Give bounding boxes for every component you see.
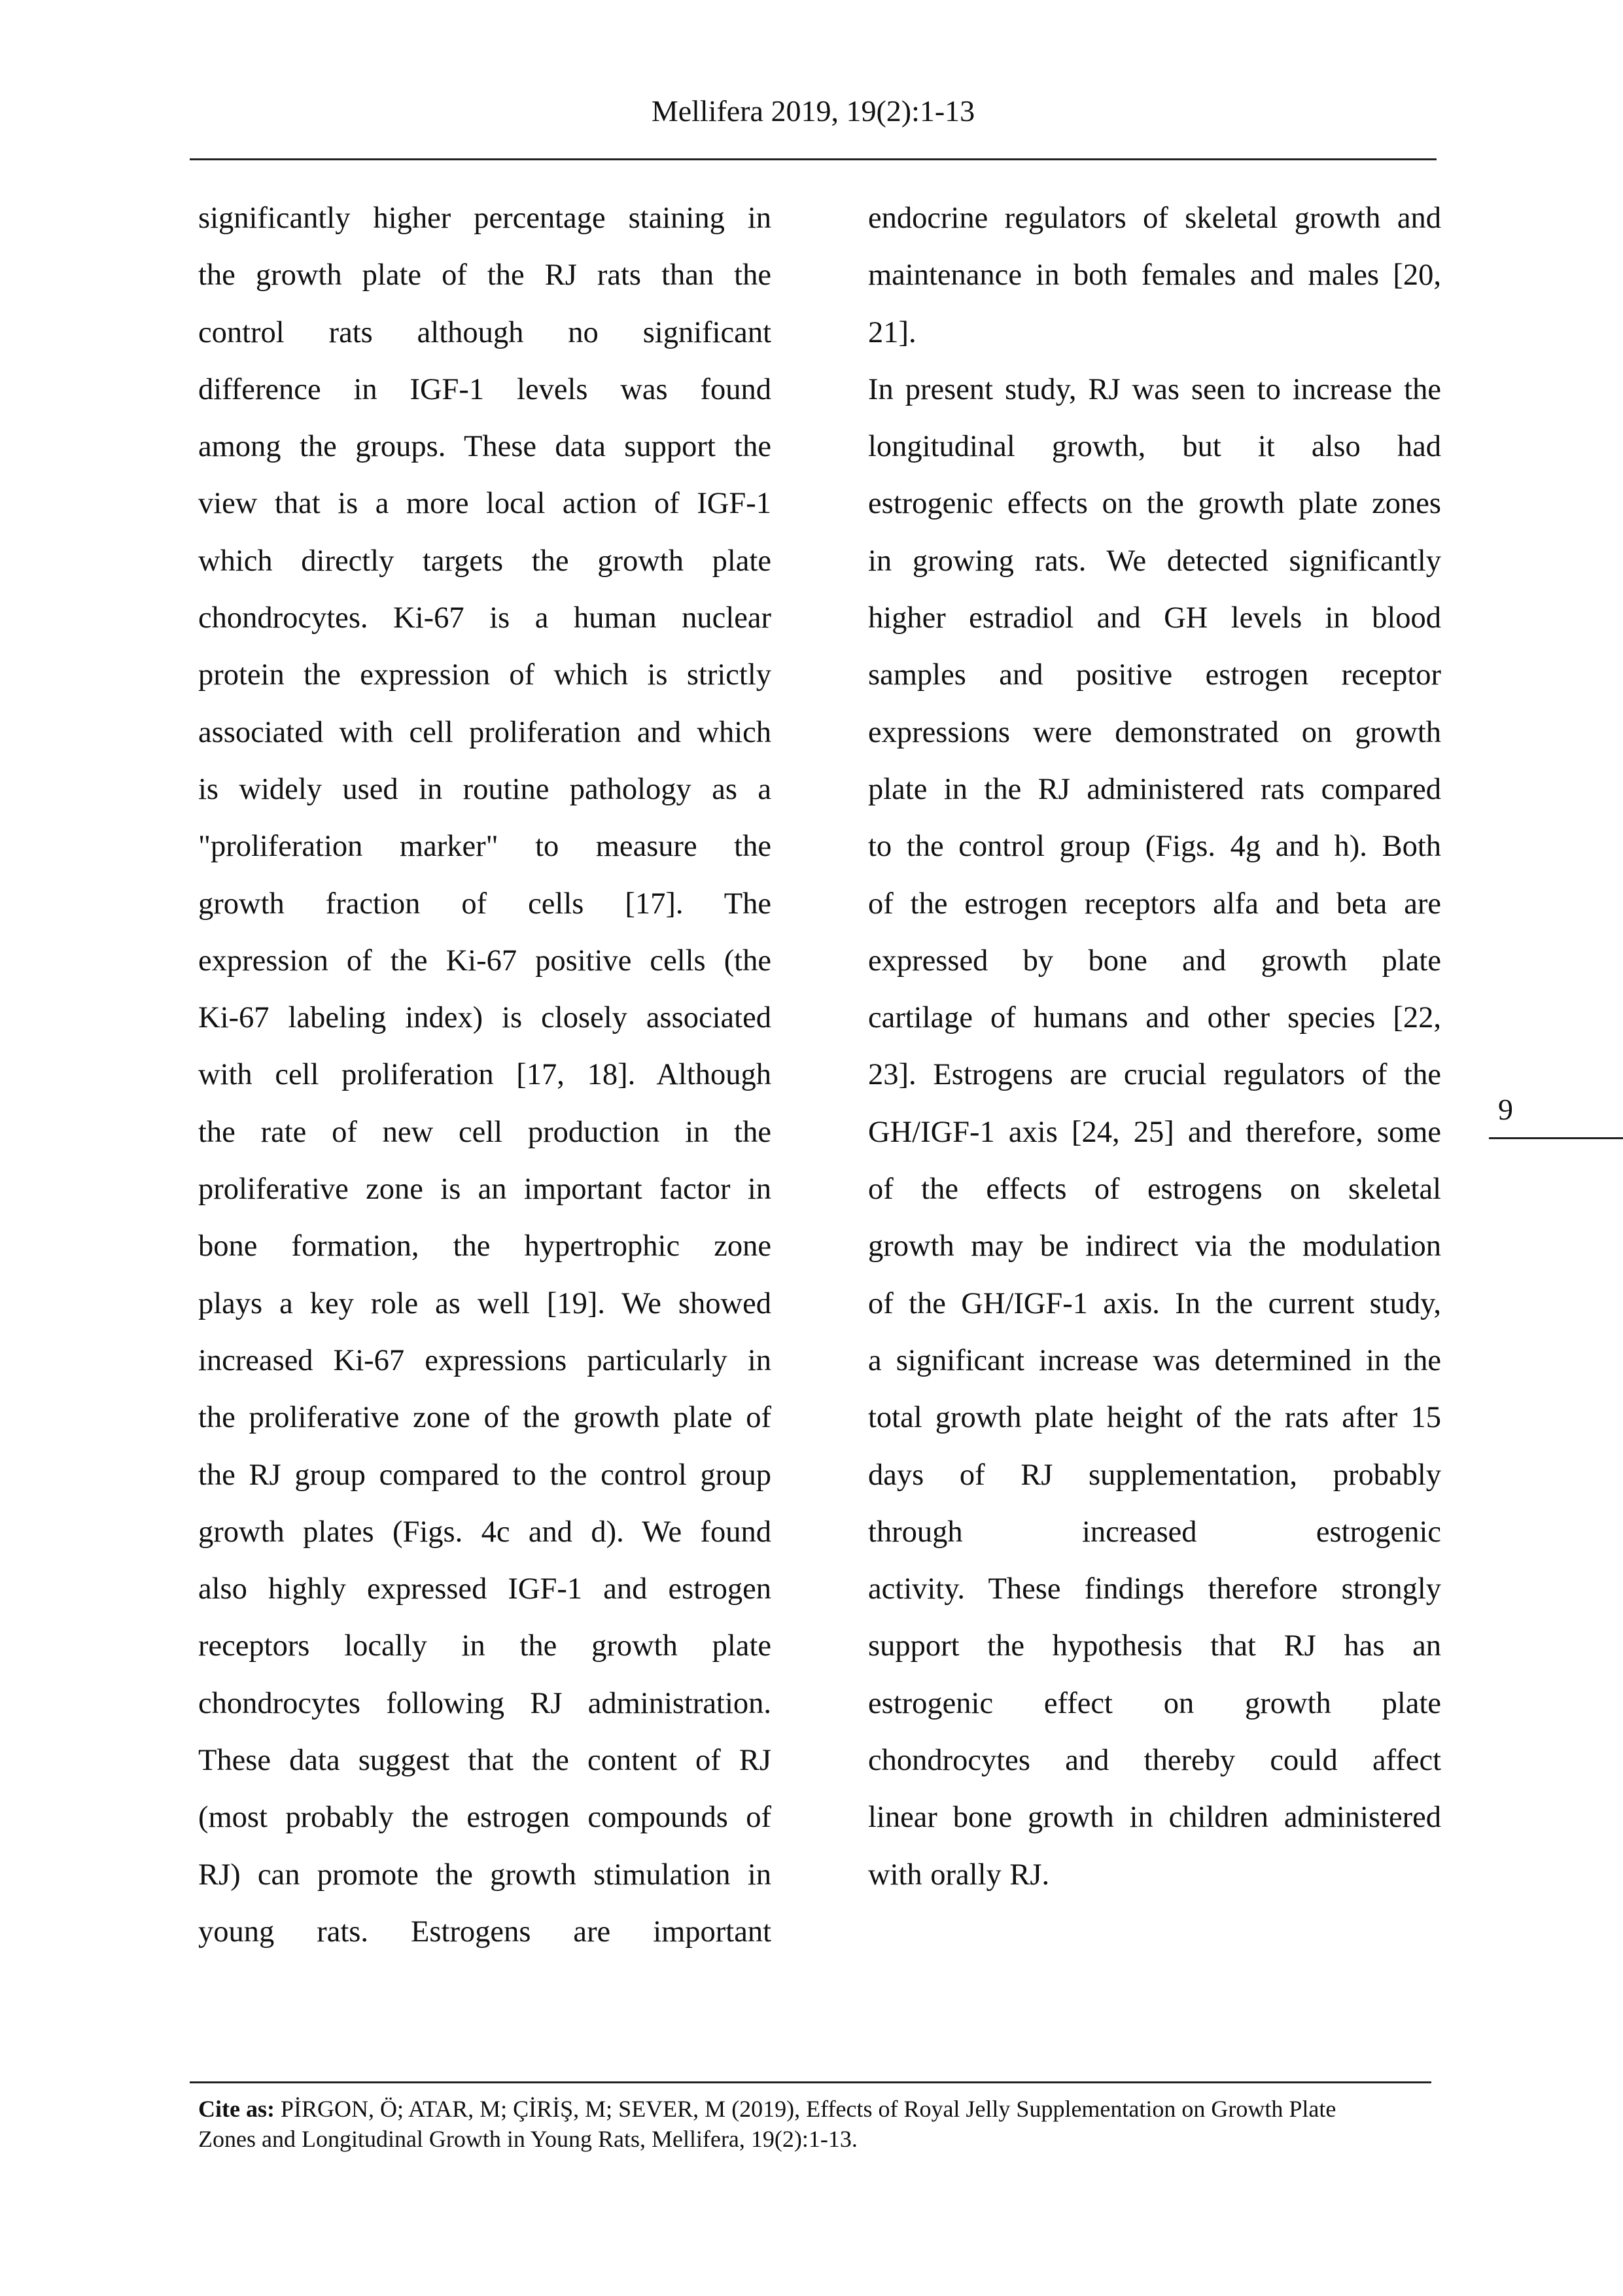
text-line: expressed by bone and growth plate bbox=[868, 944, 1441, 978]
text-line: bone formation, the hypertrophic zone bbox=[198, 1229, 771, 1263]
text-line: support the hypothesis that RJ has an bbox=[868, 1629, 1441, 1663]
citation-text: PİRGON, Ö; ATAR, M; ÇİRİŞ, M; SEVER, M (2019), Effects of Royal Jelly Supplementation on Growth Plate bbox=[274, 2096, 1336, 2122]
text-line: plate in the RJ administered rats compared bbox=[868, 772, 1441, 806]
text-line: maintenance in both females and males [20, bbox=[868, 258, 1441, 292]
text-line: protein the expression of which is strictly bbox=[198, 658, 771, 692]
text-line: is widely used in routine pathology as a bbox=[198, 772, 771, 806]
left-text-column bbox=[198, 190, 771, 1960]
text-line: "proliferation marker" to measure the bbox=[198, 830, 771, 864]
page-number: 9 bbox=[1498, 1093, 1513, 1126]
running-header: Mellifera 2019, 19(2):1-13 bbox=[651, 94, 975, 128]
text-line: in growing rats. We detected significantly bbox=[868, 544, 1441, 578]
text-line: 21]. bbox=[868, 315, 916, 349]
text-line: estrogenic effect on growth plate bbox=[868, 1686, 1441, 1720]
text-line: a significant increase was determined in the bbox=[868, 1343, 1441, 1377]
text-line: chondrocytes following RJ administration. bbox=[198, 1686, 771, 1720]
text-line: Ki-67 labeling index) is closely associated bbox=[198, 1001, 771, 1035]
text-line: the growth plate of the RJ rats than the bbox=[198, 258, 771, 292]
right-text-column bbox=[868, 190, 1441, 1903]
citation-footer bbox=[198, 2094, 1441, 2154]
text-line: proliferative zone is an important factor in bbox=[198, 1173, 771, 1207]
text-line: growth may be indirect via the modulation bbox=[868, 1229, 1441, 1263]
citation-label: Cite as: bbox=[198, 2096, 275, 2122]
text-line: young rats. Estrogens are important bbox=[198, 1915, 771, 1949]
text-line: also highly expressed IGF-1 and estrogen bbox=[198, 1572, 771, 1606]
text-line: expressions were demonstrated on growth bbox=[868, 715, 1441, 749]
text-line: growth plates (Figs. 4c and d). We found bbox=[198, 1515, 771, 1549]
text-line: the RJ group compared to the control group bbox=[198, 1458, 771, 1492]
text-line: estrogenic effects on the growth plate zones bbox=[868, 487, 1441, 521]
text-line: of the estrogen receptors alfa and beta are bbox=[868, 887, 1441, 921]
text-line: plays a key role as well [19]. We showed bbox=[198, 1286, 771, 1320]
text-line: days of RJ supplementation, probably bbox=[868, 1458, 1441, 1492]
text-line: difference in IGF-1 levels was found bbox=[198, 372, 771, 406]
text-line: total growth plate height of the rats after 15 bbox=[868, 1401, 1441, 1435]
text-line: 23]. Estrogens are crucial regulators of the bbox=[868, 1058, 1441, 1092]
text-line: GH/IGF-1 axis [24, 25] and therefore, some bbox=[868, 1115, 1441, 1149]
text-line: In present study, RJ was seen to increase the bbox=[868, 372, 1441, 406]
text-line: higher estradiol and GH levels in blood bbox=[868, 601, 1441, 635]
citation-line-1 bbox=[198, 2094, 1441, 2124]
text-line: the proliferative zone of the growth plate of bbox=[198, 1401, 771, 1435]
text-line: cartilage of humans and other species [22, bbox=[868, 1001, 1441, 1035]
text-line: significantly higher percentage staining in bbox=[198, 202, 771, 235]
text-line: RJ) can promote the growth stimulation in bbox=[198, 1858, 771, 1892]
text-line: (most probably the estrogen compounds of bbox=[198, 1801, 771, 1835]
text-line: view that is a more local action of IGF-1 bbox=[198, 487, 771, 521]
text-line: samples and positive estrogen receptor bbox=[868, 658, 1441, 692]
text-line: of the effects of estrogens on skeletal bbox=[868, 1173, 1441, 1207]
text-line: which directly targets the growth plate bbox=[198, 544, 771, 578]
text-line: increased Ki-67 expressions particularly in bbox=[198, 1343, 771, 1377]
text-line: chondrocytes and thereby could affect bbox=[868, 1744, 1441, 1778]
text-line: through increased estrogenic bbox=[868, 1515, 1441, 1549]
text-line: among the groups. These data support the bbox=[198, 430, 771, 464]
text-line: expression of the Ki-67 positive cells (the bbox=[198, 944, 771, 978]
text-line: endocrine regulators of skeletal growth and bbox=[868, 202, 1441, 235]
text-line: activity. These findings therefore strongly bbox=[868, 1572, 1441, 1606]
text-line: associated with cell proliferation and which bbox=[198, 715, 771, 749]
text-line: the rate of new cell production in the bbox=[198, 1115, 771, 1149]
text-line: control rats although no significant bbox=[198, 315, 771, 349]
text-line: with orally RJ. bbox=[868, 1858, 1050, 1892]
text-line: to the control group (Figs. 4g and h). Both bbox=[868, 830, 1441, 864]
citation-line-2: Zones and Longitudinal Growth in Young Rats, Mellifera, 19(2):1-13. bbox=[198, 2126, 858, 2152]
text-line: These data suggest that the content of RJ bbox=[198, 1744, 771, 1778]
text-line: chondrocytes. Ki-67 is a human nuclear bbox=[198, 601, 771, 635]
text-line: receptors locally in the growth plate bbox=[198, 1629, 771, 1663]
footer-divider bbox=[190, 2081, 1431, 2083]
text-line: growth fraction of cells [17]. The bbox=[198, 887, 771, 921]
text-line: of the GH/IGF-1 axis. In the current study, bbox=[868, 1286, 1441, 1320]
text-line: linear bone growth in children administered bbox=[868, 1801, 1441, 1835]
header-divider bbox=[190, 158, 1437, 160]
page-number-underline bbox=[1489, 1137, 1623, 1139]
text-line: longitudinal growth, but it also had bbox=[868, 430, 1441, 464]
text-line: with cell proliferation [17, 18]. Although bbox=[198, 1058, 771, 1092]
